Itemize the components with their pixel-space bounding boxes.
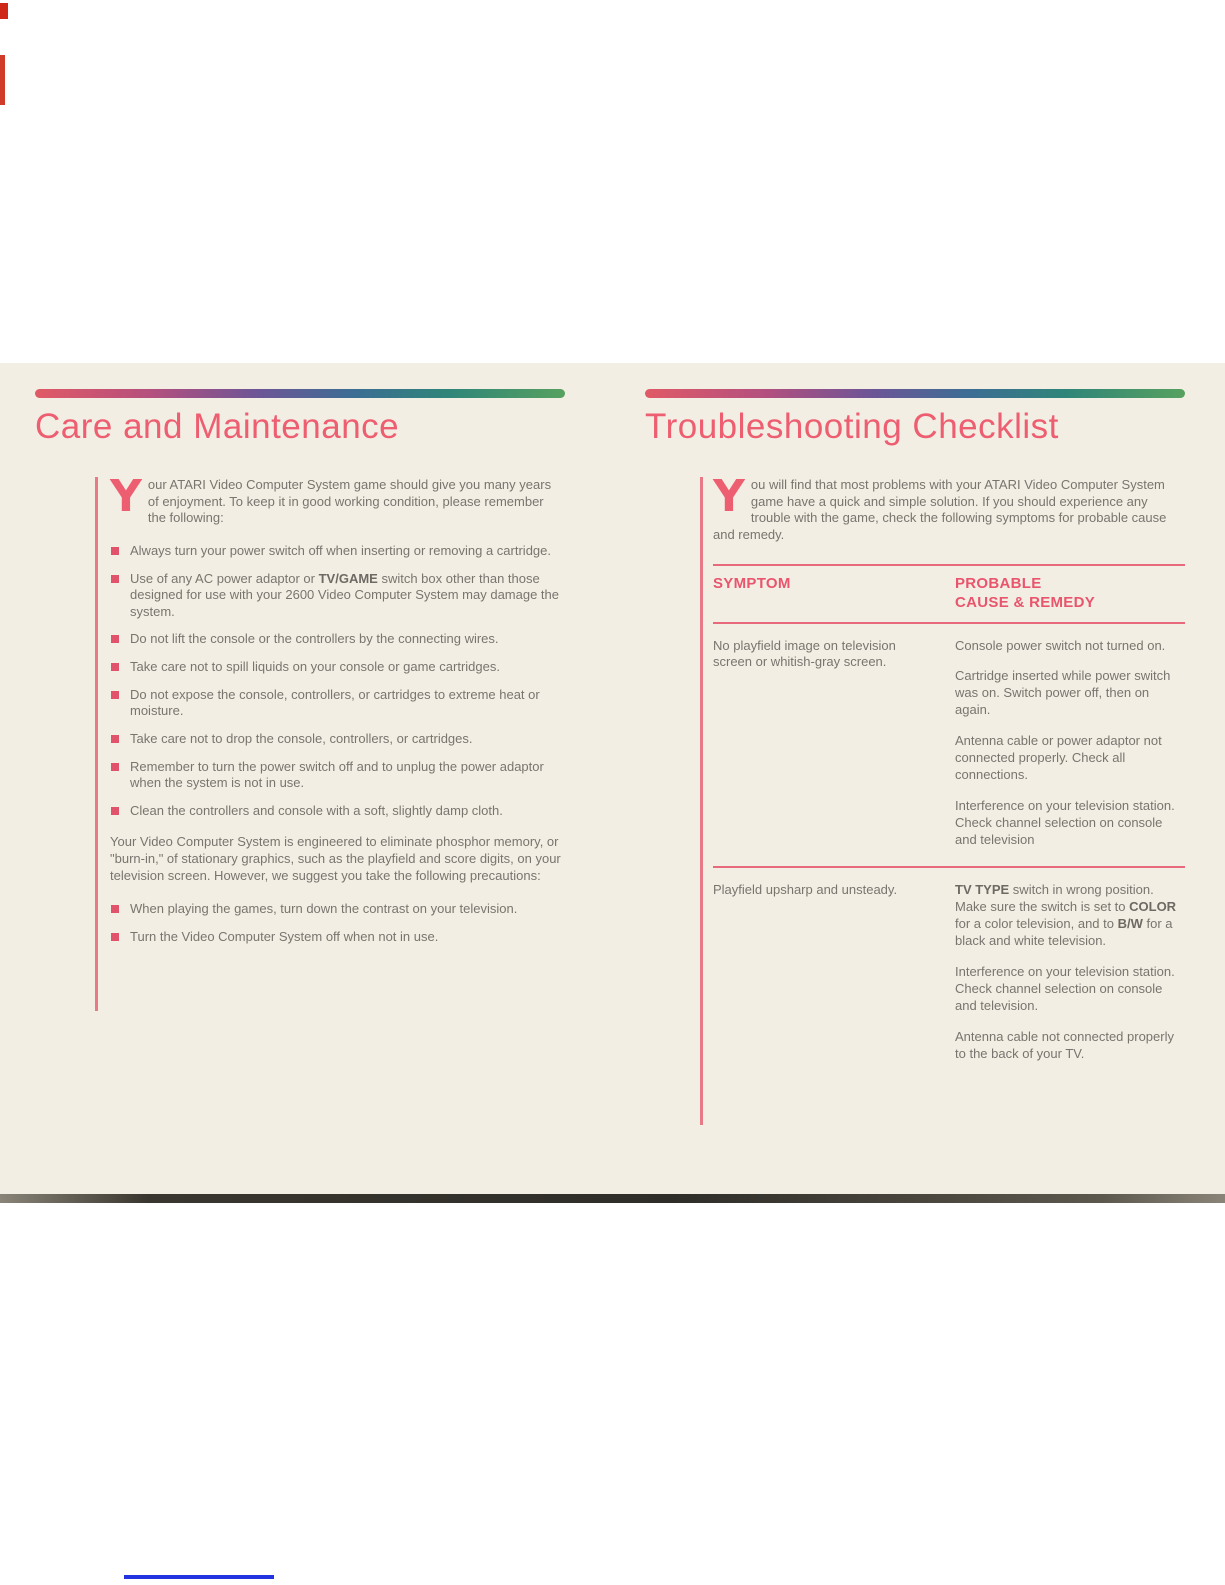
bullet-item [110,759,565,792]
symptom-cell: Playfield upsharp and unsteady. [713,882,898,898]
table-row [713,868,1185,1080]
cause-paragraph: Antenna cable not connected properly to the back of your TV. [955,1028,1174,1061]
square-bullet-icon [111,735,119,743]
cause-remedy-cell [955,638,1185,849]
table-row [713,624,1185,867]
bullet-item [110,543,565,560]
square-bullet-icon [111,763,119,771]
bullet-text: Take care not to spill liquids on your console or game cartridges. [130,659,500,674]
square-bullet-icon [111,547,119,555]
cause-paragraph: Console power switch not turned on. [955,637,1166,653]
scan-artifact-red [0,55,5,105]
square-bullet-icon [111,575,119,583]
scan-artifact-red [0,3,8,19]
cause-paragraph: Interference on your television station. Check channel selection on console and television. [955,963,1175,1013]
scan-artifact-blue-line [124,1575,274,1579]
rainbow-bar [645,389,1185,398]
bullet-item [110,659,565,676]
bullet-item [110,687,565,720]
bullet-text: Clean the controllers and console with a soft, slightly damp cloth. [130,802,503,818]
bullet-text: Turn the Video Computer System off when not in use. [130,928,439,944]
square-bullet-icon [111,807,119,815]
cause-paragraph: TV TYPE switch in wrong position. Make sure the switch is set to COLOR for a color television, and to B/W for a black and white television. [955,882,1177,949]
scanned-manual-page [0,363,1225,1201]
precaution-bullet-list [110,901,565,945]
rainbow-bar [35,389,565,398]
bullet-item [110,571,565,621]
symptom-cell: No playfield image on television screen or whitish-gray screen. [713,637,896,670]
square-bullet-icon [111,933,119,941]
burn-in-paragraph: Your Video Computer System is engineered to eliminate phosphor memory, or "burn-in," of stationary graphics, such as the playfield and score digits, on your television screen. However, we suggest you take the following precautions: [110,834,561,884]
bullet-item [110,803,565,820]
cause-remedy-cell [955,882,1185,1062]
bullet-item [110,731,565,748]
page-bottom-shadow [0,1194,1225,1203]
bullet-text: Remember to turn the power switch off and to unplug the power adaptor when the system is not in use. [130,758,544,791]
dropcap-y: Y [713,471,745,522]
care-content-block [95,471,565,1011]
square-bullet-icon [111,691,119,699]
square-bullet-icon [111,663,119,671]
cause-paragraph: Antenna cable or power adaptor not connected properly. Check all connections. [955,733,1162,782]
cause-paragraph: Cartridge inserted while power switch was on. Switch power off, then on again. [955,668,1171,718]
bullet-text: When playing the games, turn down the contrast on your television. [130,901,518,917]
troubleshooting-intro-text: ou will find that most problems with your ATARI Video Computer System game have a quick and simple solution. If you should experience any trouble with the game, check the following symptoms for probable cause and remedy. [713,477,1167,542]
care-intro-text: our ATARI Video Computer System game should give you many years of enjoyment. To keep it in good working condition, please remember the following: [147,477,552,526]
bullet-item [110,901,565,918]
bullet-text: Do not lift the console or the controllers by the connecting wires. [130,631,499,647]
troubleshooting-content-block [700,471,1185,1125]
symptom-header: SYMPTOM [713,574,791,592]
care-and-maintenance-page [35,389,565,1011]
table-body [713,624,1185,1081]
table-header-row [713,564,1185,624]
cause-paragraph: Interference on your television station. Check channel selection on console and television [955,797,1175,847]
bullet-text: Use of any AC power adaptor or TV/GAME switch box other than those designed for use with your 2600 Video Computer System may damage the system. [130,570,559,619]
cause-remedy-header: PROBABLE CAUSE & REMEDY [955,574,1096,611]
square-bullet-icon [111,635,119,643]
bullet-text: Take care not to drop the console, controllers, or cartridges. [130,730,473,746]
bullet-item [110,929,565,946]
page-title-care: Care and Maintenance [35,407,400,446]
bullet-text: Do not expose the console, controllers, or cartridges to extreme heat or moisture. [130,686,540,719]
page-title-troubleshooting: Troubleshooting Checklist [645,407,1059,446]
bullet-text: Always turn your power switch off when inserting or removing a cartridge. [130,542,552,558]
troubleshooting-table [713,564,1185,1081]
bullet-item [110,631,565,648]
dropcap-y: Y [110,471,142,522]
care-bullet-list [110,543,565,820]
troubleshooting-intro [713,471,1185,544]
square-bullet-icon [111,905,119,913]
care-intro [110,471,565,527]
troubleshooting-page [645,389,1185,1125]
